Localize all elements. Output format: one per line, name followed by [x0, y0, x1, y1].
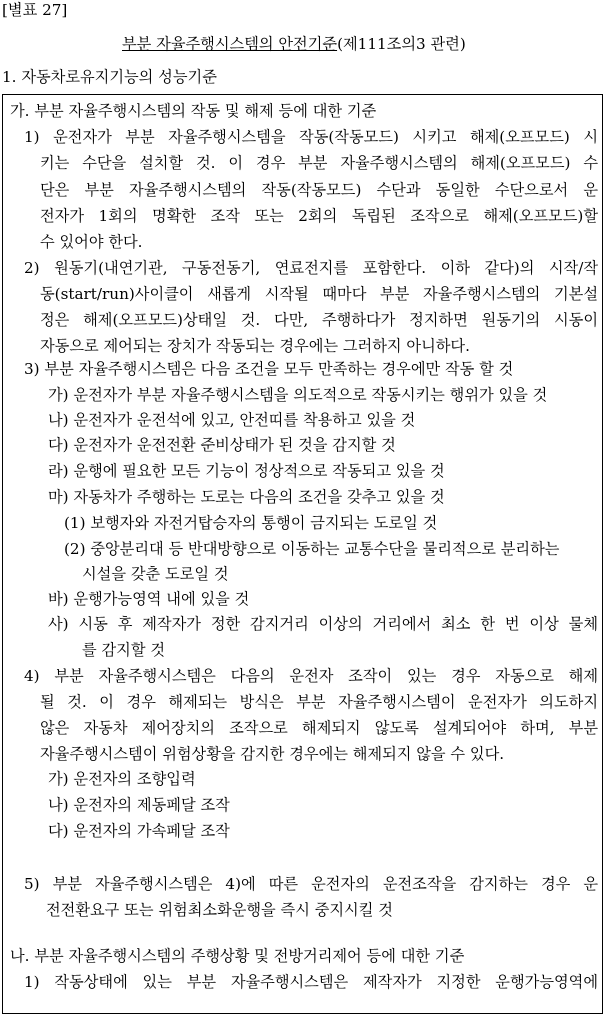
item-3-sub-ma-2-line-2: 시설을 갖춘 도로일 것 [82, 565, 229, 583]
item-4-line-1: 4) 부분 자율주행시스템은 다음의 운전자 조작이 있는 경우 자동으로 해제 [24, 667, 598, 685]
item-3-heading: 3) 부분 자율주행시스템은 다음 조건을 모두 만족하는 경우에만 작동 할 것 [24, 360, 514, 378]
title-main: 부분 자율주행시스템의 안전기준 [122, 35, 338, 53]
item-4-sub-ga: 가) 운전자의 조향입력 [48, 770, 196, 788]
subsection-heading-ga: 가. 부분 자율주행시스템의 작동 및 해제 등에 대한 기준 [10, 102, 377, 120]
item-5-line-1: 5) 부분 자율주행시스템은 4)에 따른 운전자의 운전조작을 감지하는 경우 운 [24, 875, 598, 893]
section-heading: 1. 자동차로유지기능의 성능기준 [2, 68, 217, 86]
item-3-sub-da: 다) 운전자가 운전전환 준비상태가 된 것을 감지할 것 [48, 436, 396, 454]
page-title [122, 31, 466, 57]
item-3-sub-ba: 바) 운행가능영역 내에 있을 것 [48, 590, 250, 608]
item-3-sub-ga: 가) 운전자가 부분 자율주행시스템을 의도적으로 작동시키는 행위가 있을 것 [48, 386, 548, 404]
item-3-sub-na: 나) 운전자가 운전석에 있고, 안전띠를 착용하고 있을 것 [48, 411, 416, 429]
item-4-sub-na: 나) 운전자의 제동페달 조작 [48, 796, 230, 814]
item-4-line-4: 자율주행시스템이 위험상황을 감지한 경우에는 해제되지 않을 수 있다. [40, 745, 505, 763]
item-2-line-2: 동(start/run)사이클이 새롭게 시작될 때마다 부분 자율주행시스템의 기본설 [40, 285, 598, 303]
item-3-sub-ma-2-line-1: (2) 중앙분리대 등 반대방향으로 이동하는 교통수단을 물리적으로 분리하는 [64, 540, 560, 558]
annex-tag: [별표 27] [2, 1, 68, 19]
item-1-line-5: 수 있어야 한다. [40, 233, 143, 251]
item-1-line-3: 단은 부분 자율주행시스템의 작동(작동모드) 수단과 동일한 수단으로서 운 [40, 181, 598, 199]
title-reference: (제111조의3 관련) [337, 35, 466, 53]
item-3-sub-ma-1: (1) 보행자와 자전거탑승자의 통행이 금지되는 도로일 것 [64, 514, 438, 532]
item-1-line-2: 키는 수단을 설치할 것. 이 경우 부분 자율주행시스템의 해제(오프모드) 수 [40, 154, 598, 172]
na-item-1-line-1: 1) 작동상태에 있는 부분 자율주행시스템은 제작자가 지정한 운행가능영역에 [24, 973, 598, 991]
item-2-line-4: 자동으로 제어되는 장치가 작동되는 경우에는 그러하지 아니하다. [40, 337, 470, 355]
item-3-sub-sa-line-2: 를 감지할 것 [82, 641, 166, 659]
item-3-sub-ma: 마) 자동차가 주행하는 도로는 다음의 조건을 갖추고 있을 것 [48, 488, 445, 506]
item-3-sub-ra: 라) 운행에 필요한 모든 기능이 정상적으로 작동되고 있을 것 [48, 462, 445, 480]
item-2-line-1: 2) 원동기(내연기관, 구동전동기, 연료전지를 포함한다. 이하 같다)의 시작/작 [24, 259, 598, 277]
item-2-line-3: 정은 해제(오프모드)상태일 것. 다만, 주행하다가 정지하면 원동기의 시동이 [40, 311, 598, 329]
item-3-sub-sa-line-1: 사) 시동 후 제작자가 정한 감지거리 이상의 거리에서 최소 한 번 이상 물체 [48, 615, 598, 633]
item-4-line-2: 될 것. 이 경우 해제되는 방식은 부분 자율주행시스템이 운전자가 의도하지 [40, 693, 598, 711]
subsection-heading-na: 나. 부분 자율주행시스템의 주행상황 및 전방거리제어 등에 대한 기준 [10, 947, 465, 965]
item-1-line-1: 1) 운전자가 부분 자율주행시스템을 작동(작동모드) 시키고 해제(오프모드) 시 [24, 128, 598, 146]
item-4-line-3: 않은 자동차 제어장치의 조작으로 해제되지 않도록 설계되어야 하며, 부분 [40, 719, 598, 737]
item-1-line-4: 전자가 1회의 명확한 조작 또는 2회의 독립된 조작으로 해제(오프모드)할 [40, 207, 598, 225]
item-4-sub-da: 다) 운전자의 가속페달 조작 [48, 822, 230, 840]
item-5-line-2: 전전환요구 또는 위험최소화운행을 즉시 중지시킬 것 [46, 901, 393, 919]
